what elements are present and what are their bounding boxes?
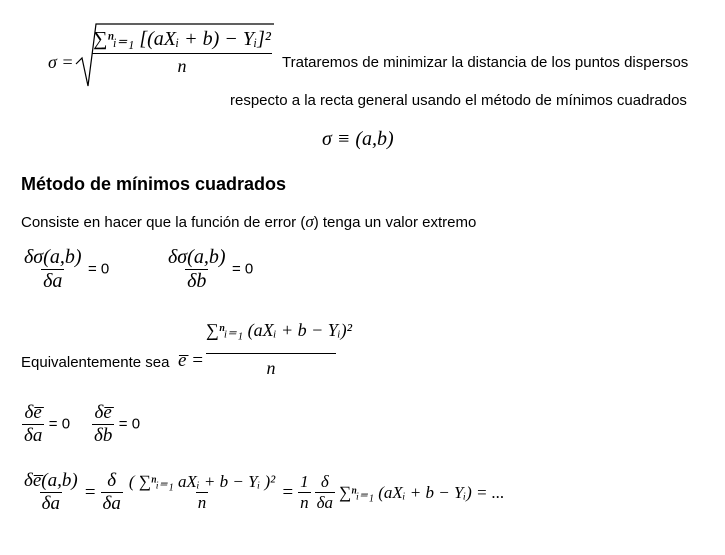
sentence-symbol: σ xyxy=(305,212,314,231)
partial-e-a-rhs: = 0 xyxy=(48,415,71,433)
partial-sigma-b xyxy=(166,246,253,293)
partial-sigma-a xyxy=(22,246,109,293)
sentence-after: ) tenga un valor extremo xyxy=(313,214,477,231)
partial-e-b xyxy=(92,402,140,447)
ebar-numerator: ∑ⁿᵢ₌₁ (aXᵢ + b − Yᵢ)² xyxy=(206,320,352,340)
sigma-definition: σ ≡ (a,b) xyxy=(322,128,394,150)
ebar-lhs: e̅ = xyxy=(178,350,205,371)
section-sentence xyxy=(21,212,476,232)
sigma-denominator: n xyxy=(177,56,187,76)
final-op-den: δa xyxy=(102,493,121,514)
sigma-fraction xyxy=(92,26,272,77)
partial-sigma-b-num: δσ(a,b) xyxy=(168,246,226,268)
partial-sigma-a-rhs: = 0 xyxy=(87,260,110,278)
final-inner-num: ( ∑ⁿᵢ₌₁ aXᵢ + b − Yᵢ )² xyxy=(128,472,276,491)
partial-sigma-b-den: δb xyxy=(187,270,207,292)
final-eq1: = xyxy=(83,481,97,503)
final-tail: ∑ⁿᵢ₌₁ (aXᵢ + b − Yᵢ) = ... xyxy=(338,482,505,502)
partial-e-a-num: δe̅ xyxy=(24,402,42,423)
intro-line-1: Trataremos de minimizar la distancia de los puntos dispersos xyxy=(282,54,689,71)
ebar-label: Equivalentemente sea xyxy=(21,354,170,371)
partial-e-a-den: δa xyxy=(24,425,43,446)
partial-sigma-a-num: δσ(a,b) xyxy=(24,246,82,268)
section-title: Método de mínimos cuadrados xyxy=(21,174,287,194)
final-c-num: 1 xyxy=(300,472,309,491)
final-d-den: δa xyxy=(316,493,333,512)
partial-e-b-rhs: = 0 xyxy=(118,415,141,433)
final-equation xyxy=(22,470,504,515)
final-d-num: δ xyxy=(320,472,329,491)
final-c-den: n xyxy=(300,493,309,512)
intro-line-2: respecto a la recta general usando el método de mínimos cuadrados xyxy=(230,92,687,109)
final-eq2: = xyxy=(281,481,295,503)
ebar-fraction xyxy=(206,320,352,379)
final-op-num: δ xyxy=(107,470,117,491)
ebar-denominator: n xyxy=(266,358,276,378)
partial-e-b-den: δb xyxy=(94,425,113,446)
final-lhs-den: δa xyxy=(41,493,60,514)
partial-sigma-a-den: δa xyxy=(43,270,63,292)
sigma-lhs: σ = xyxy=(48,52,74,72)
final-lhs-num: δe̅(a,b) xyxy=(24,470,78,491)
final-inner-den: n xyxy=(197,493,207,512)
sigma-numerator: ∑ⁿᵢ₌₁ [(aXᵢ + b) − Yᵢ]² xyxy=(93,28,271,50)
partial-sigma-b-rhs: = 0 xyxy=(231,260,254,278)
sentence-before: Consiste en hacer que la función de error ( xyxy=(21,214,306,231)
partial-e-b-num: δe̅ xyxy=(94,402,112,423)
partial-e-a xyxy=(22,402,70,447)
